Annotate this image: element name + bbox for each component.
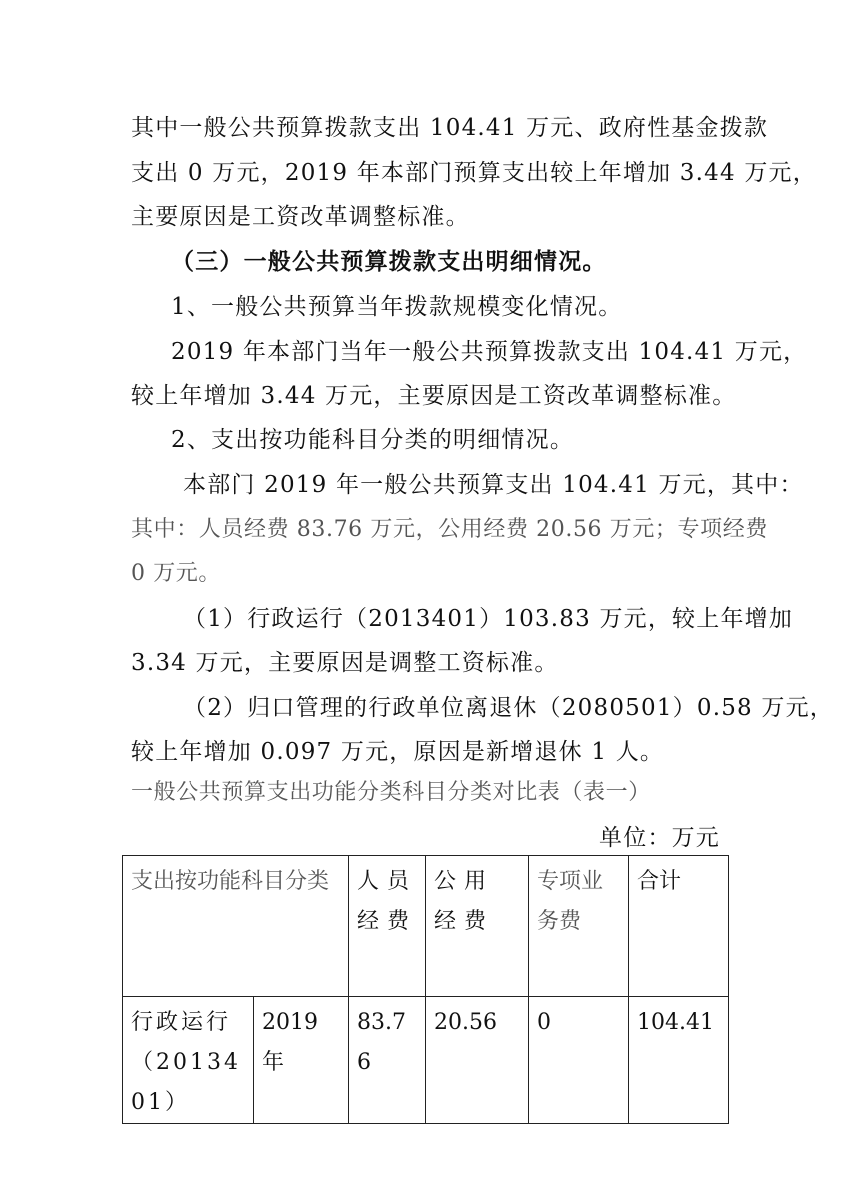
row-public: 20.56 [426, 997, 529, 1124]
table-unit: 单位：万元 [599, 825, 720, 851]
header-special: 专项业务费 [529, 856, 629, 997]
table-header-row [123, 856, 729, 997]
header-total: 合计 [629, 856, 729, 997]
paragraph-line: （2）归口管理的行政单位离退休（2080501）0.58 万元， [183, 695, 834, 721]
header-personnel: 人员经费 [349, 856, 426, 997]
paragraph-line: （1）行政运行（2013401）103.83 万元，较上年增加 [183, 606, 794, 632]
header-public: 公用经费 [426, 856, 529, 997]
item-title: 2、支出按功能科目分类的明细情况。 [171, 427, 575, 453]
row-year: 2019 年 [254, 997, 349, 1124]
section-heading: （三）一般公共预算拨款支出明细情况。 [171, 248, 607, 275]
row-special: 0 [529, 997, 629, 1124]
paragraph-line: 主要原因是工资改革调整标准。 [131, 204, 470, 230]
paragraph-line: 支出 0 万元，2019 年本部门预算支出较上年增加 3.44 万元， [131, 160, 817, 186]
paragraph-line: 3.34 万元，主要原因是调整工资标准。 [131, 650, 559, 676]
paragraph-line: 本部门 2019 年一般公共预算支出 104.41 万元，其中： [183, 472, 804, 498]
paragraph-line: 2019 年本部门当年一般公共预算拨款支出 104.41 万元， [171, 339, 808, 365]
table-row [123, 997, 729, 1124]
table-caption: 一般公共预算支出功能分类科目分类对比表（表一） [131, 780, 651, 805]
row-total: 104.41 [629, 997, 729, 1124]
paragraph-line: 其中一般公共预算拨款支出 104.41 万元、政府性基金拨款 [131, 115, 769, 141]
item-title: 1、一般公共预算当年拨款规模变化情况。 [171, 294, 623, 320]
header-category: 支出按功能科目分类 [123, 856, 349, 997]
row-personnel: 83.76 [349, 997, 426, 1124]
paragraph-line: 其中：人员经费 83.76 万元，公用经费 20.56 万元；专项经费 [131, 517, 768, 542]
paragraph-line: 较上年增加 0.097 万元，原因是新增退休 1 人。 [131, 739, 665, 765]
paragraph-line: 较上年增加 3.44 万元，主要原因是工资改革调整标准。 [131, 383, 737, 409]
budget-table [122, 855, 729, 1124]
row-name: 行政运行（2013401） [123, 997, 254, 1124]
paragraph-line: 0 万元。 [131, 561, 221, 586]
